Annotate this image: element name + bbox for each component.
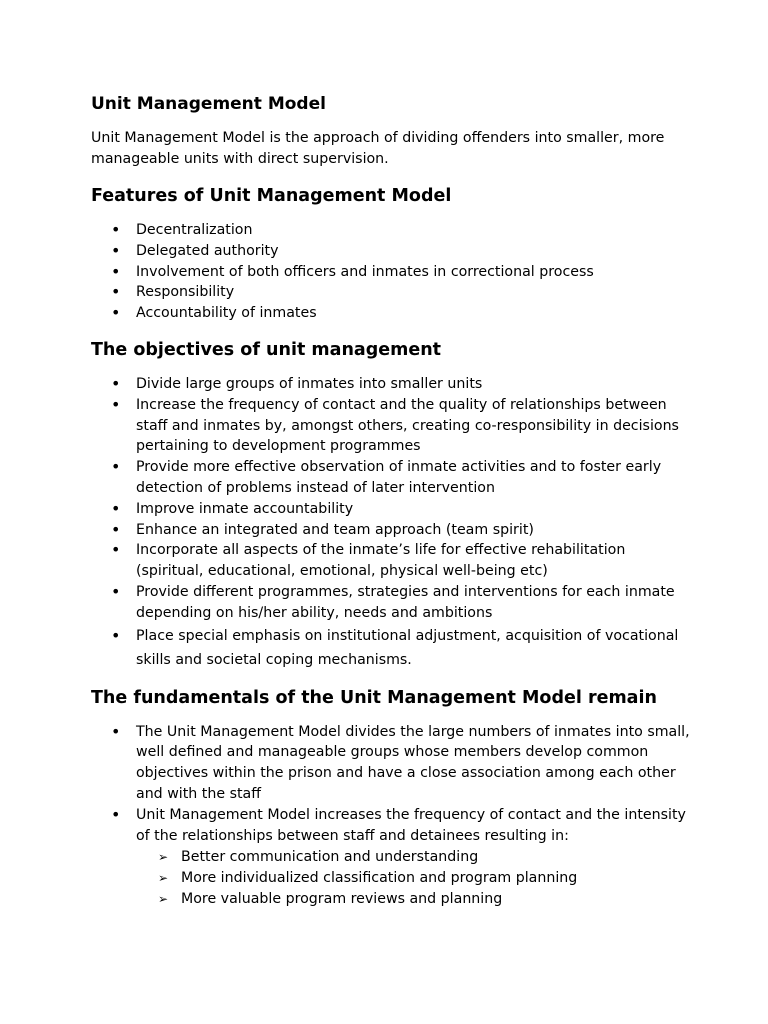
list-item-text: Unit Management Model increases the frequency of contact and the intensity of the relationships between staff and detainees resulting in: — [136, 806, 686, 844]
fundamentals-list — [91, 722, 691, 910]
document-page — [91, 92, 691, 910]
sub-list-item: ➢ More individualized classification and program planning — [136, 868, 691, 889]
features-list — [91, 220, 691, 324]
list-item: • Increase the frequency of contact and the quality of relationships between staff and inmates by, amongst others, creating co-responsibility in decisions pertaining to development programmes — [91, 395, 691, 457]
list-item — [91, 805, 691, 910]
list-item: • Divide large groups of inmates into smaller units — [91, 374, 691, 395]
list-item: • Place special emphasis on institutional adjustment, acquisition of vocational skills and societal coping mechanisms. — [91, 624, 691, 672]
list-item: • Decentralization — [91, 220, 691, 241]
list-item: • Enhance an integrated and team approach (team spirit) — [91, 520, 691, 541]
list-item: • Accountability of inmates — [91, 303, 691, 324]
list-item: • The Unit Management Model divides the large numbers of inmates into small, well defined and manageable groups whose members develop common objectives within the prison and have a close association among each other and with the staff — [91, 722, 691, 805]
list-item: • Provide different programmes, strategies and interventions for each inmate depending on his/her ability, needs and ambitions — [91, 582, 691, 624]
fundamentals-sub-list — [136, 847, 691, 909]
objectives-heading: The objectives of unit management — [91, 339, 442, 360]
intro-paragraph: Unit Management Model is the approach of dividing offenders into smaller, more manageable units with direct supervision. — [91, 130, 665, 167]
list-item: • Improve inmate accountability — [91, 499, 691, 520]
list-item: • Incorporate all aspects of the inmate’s life for effective rehabilitation (spiritual, educational, emotional, physical well-being etc) — [91, 540, 691, 582]
list-item: • Responsibility — [91, 282, 691, 303]
list-item: • Delegated authority — [91, 241, 691, 262]
fundamentals-heading: The fundamentals of the Unit Management Model remain — [91, 687, 657, 708]
sub-list-item: ➢ Better communication and understanding — [136, 847, 691, 868]
sub-list-item: ➢ More valuable program reviews and planning — [136, 889, 691, 910]
objectives-list — [91, 374, 691, 672]
list-item: • Involvement of both officers and inmates in correctional process — [91, 262, 691, 283]
list-item: • Provide more effective observation of inmate activities and to foster early detection of problems instead of later intervention — [91, 457, 691, 499]
document-title: Unit Management Model — [91, 94, 326, 114]
features-heading: Features of Unit Management Model — [91, 186, 452, 206]
